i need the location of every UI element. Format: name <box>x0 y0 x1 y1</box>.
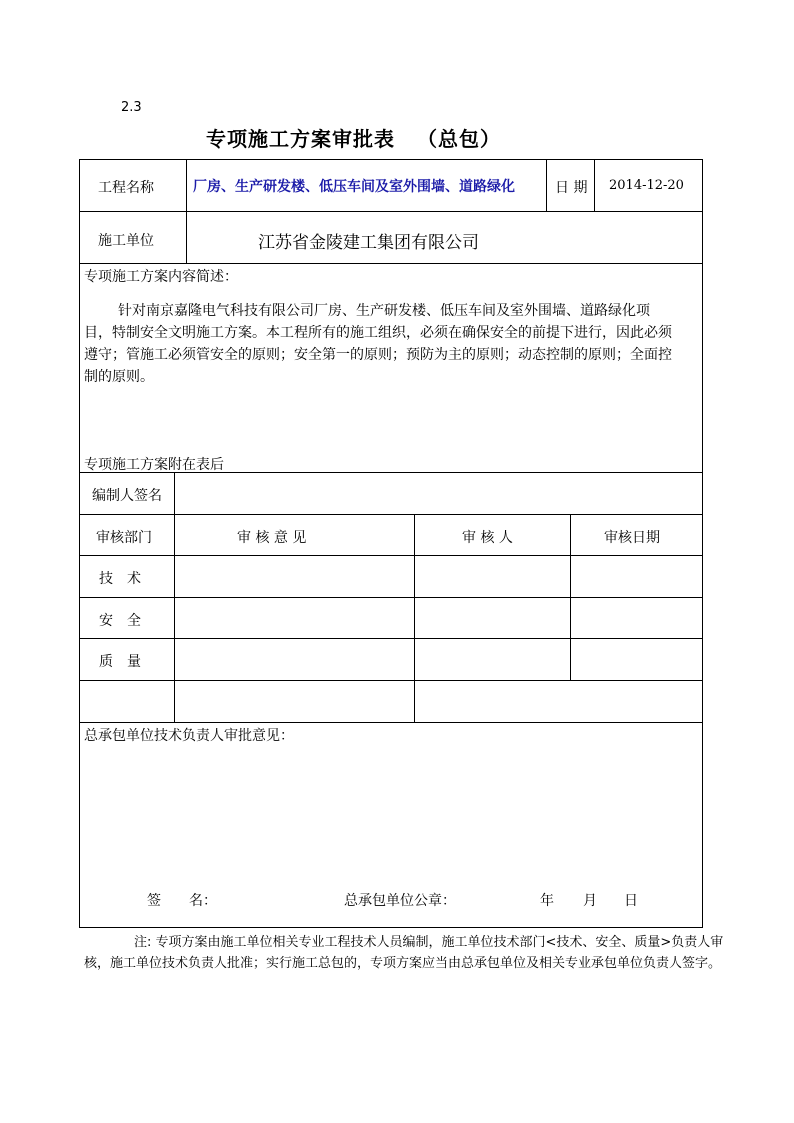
review-row-technical: 技 术 <box>99 571 141 587</box>
rule <box>79 638 703 639</box>
day-label: 日 <box>624 893 638 909</box>
table-border-top <box>79 159 703 160</box>
review-header-reviewer: 审 核 人 <box>462 530 513 546</box>
rule <box>79 680 703 681</box>
review-header-dept: 审核部门 <box>96 530 152 546</box>
rule <box>174 472 175 723</box>
review-row-quality: 质 量 <box>99 654 141 670</box>
date-value: 2014-12-20 <box>609 178 684 193</box>
month-label: 月 <box>583 893 597 909</box>
review-row-safety: 安 全 <box>99 613 141 629</box>
table-border-left <box>79 159 80 928</box>
contractor-label: 施工单位 <box>98 233 154 249</box>
rule <box>79 555 703 556</box>
rule <box>79 722 703 723</box>
review-header-date: 审核日期 <box>604 530 660 546</box>
form-title-main: 专项施工方案审批表 <box>206 127 395 151</box>
approval-label: 总承包单位技术负责人审批意见： <box>84 728 294 744</box>
project-name-value: 厂房、生产研发楼、低压车间及室外围墙、道路绿化 <box>193 179 515 195</box>
form-title <box>206 123 501 152</box>
rule <box>79 211 703 212</box>
rule <box>79 597 703 598</box>
date-label: 日 期 <box>555 180 588 196</box>
summary-label: 专项施工方案内容简述： <box>84 269 238 285</box>
rule <box>79 514 703 515</box>
rule <box>546 159 547 212</box>
rule <box>186 159 187 264</box>
contractor-value: 江苏省金陵建工集团有限公司 <box>258 233 479 253</box>
preparer-label: 编制人签名 <box>92 488 162 504</box>
footnote: 注: 专项方案由施工单位相关专业工程技术人员编制，施工单位技术部门<技术、安全、质量>负责人审核，施工单位技术负责人批准；实行施工总包的，专项方案应当由总承包单位及相关专业承包单位负责人签字。 <box>84 935 724 971</box>
rule <box>594 159 595 212</box>
doc-number: 2.3 <box>121 100 142 115</box>
seal-label: 总承包单位公章： <box>344 893 456 909</box>
rule <box>570 514 571 681</box>
rule <box>79 263 703 264</box>
year-label: 年 <box>540 893 554 909</box>
attachment-note: 专项施工方案附在表后 <box>84 457 224 473</box>
table-border-right <box>702 159 703 928</box>
table-border-bottom <box>79 927 703 928</box>
sign-label: 签 名： <box>147 893 217 909</box>
project-name-label: 工程名称 <box>98 180 154 196</box>
summary-text: 针对南京嘉隆电气科技有限公司厂房、生产研发楼、低压车间及室外围墙、道路绿化项目，特制安全文明施工方案。本工程所有的施工组织，必须在确保安全的前提下进行，因此必须遵守；管施工必须管安全的原则；安全第一的原则；预防为主的原则；动态控制的原则；全面控制的原则。 <box>84 303 672 385</box>
form-title-suffix: （总包） <box>417 127 501 151</box>
rule <box>414 514 415 723</box>
review-header-opinion: 审 核 意 见 <box>237 530 307 546</box>
